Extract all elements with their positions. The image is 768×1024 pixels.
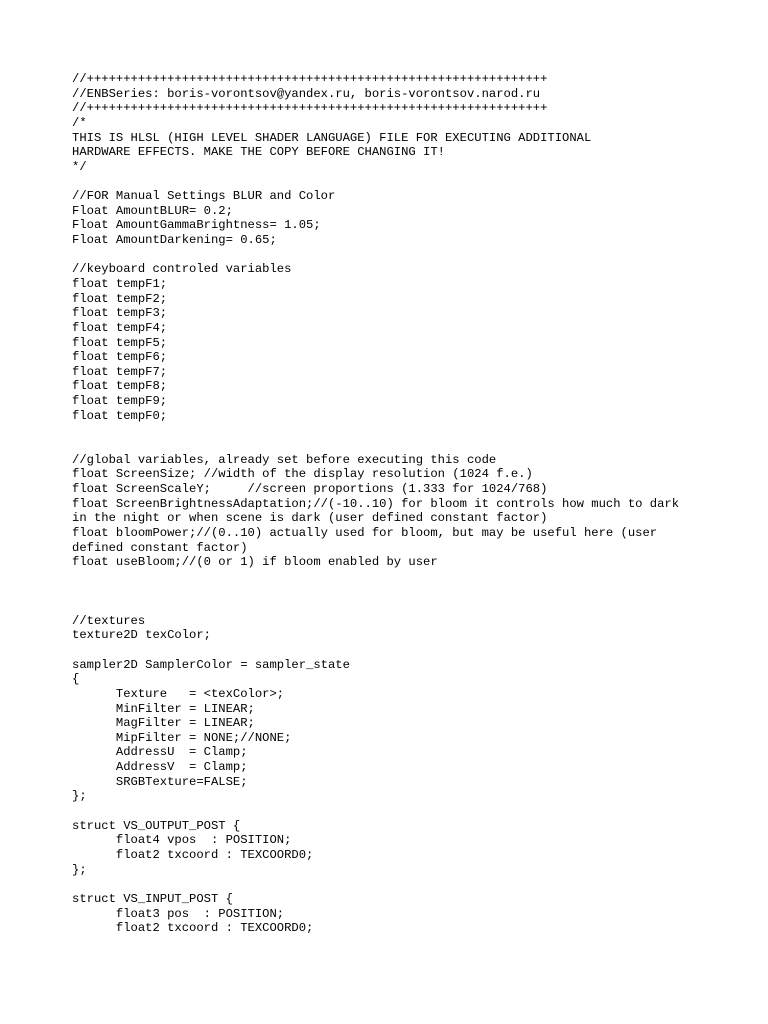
- code-line: float tempF4;: [72, 320, 168, 335]
- code-line: [72, 570, 732, 585]
- code-line: float tempF1;: [72, 276, 168, 291]
- code-line: [72, 599, 732, 614]
- code-line: float tempF3;: [72, 306, 168, 321]
- code-line: [72, 584, 732, 599]
- code-line: //keyboard controled variables: [72, 262, 292, 277]
- code-line: Float AmountGammaBrightness= 1.05;: [72, 218, 321, 233]
- code-line: float bloomPower;//(0..10) actually used for bloom, but may be useful here (user: [72, 525, 658, 540]
- code-line: //global variables, already set before executing this code: [72, 452, 497, 467]
- code-line: //FOR Manual Settings BLUR and Color: [72, 189, 336, 204]
- code-line: float tempF8;: [72, 379, 168, 394]
- code-line: MipFilter = NONE;//NONE;: [72, 730, 292, 745]
- code-line: float ScreenBrightnessAdaptation;//(-10..10) for bloom it controls how much to dark: [72, 496, 680, 511]
- code-line: float tempF9;: [72, 394, 168, 409]
- code-line: [72, 248, 732, 263]
- code-line: struct VS_INPUT_POST {: [72, 891, 233, 906]
- code-line: THIS IS HLSL (HIGH LEVEL SHADER LANGUAGE) FILE FOR EXECUTING ADDITIONAL: [72, 130, 592, 145]
- code-line: float2 txcoord : TEXCOORD0;: [72, 921, 314, 936]
- code-line: float tempF2;: [72, 291, 168, 306]
- code-line: AddressV = Clamp;: [72, 760, 248, 775]
- code-line: float tempF6;: [72, 350, 168, 365]
- code-line: Float AmountDarkening= 0.65;: [72, 233, 277, 248]
- code-line: //ENBSeries: boris-vorontsov@yandex.ru, boris-vorontsov.narod.ru: [72, 86, 541, 101]
- code-line: float tempF7;: [72, 364, 168, 379]
- code-line: float ScreenScaleY; //screen proportions (1.333 for 1024/768): [72, 481, 548, 496]
- code-line: float tempF0;: [72, 408, 168, 423]
- code-line: [72, 643, 732, 658]
- code-line: sampler2D SamplerColor = sampler_state: [72, 657, 350, 672]
- code-line: SRGBTexture=FALSE;: [72, 774, 248, 789]
- code-line: float4 vpos : POSITION;: [72, 833, 292, 848]
- code-line: */: [72, 159, 87, 174]
- code-line: MinFilter = LINEAR;: [72, 701, 255, 716]
- code-line: float tempF5;: [72, 335, 168, 350]
- code-line: float useBloom;//(0 or 1) if bloom enabled by user: [72, 555, 438, 570]
- code-line: texture2D texColor;: [72, 628, 211, 643]
- code-line: /*: [72, 115, 87, 130]
- code-line: Float AmountBLUR= 0.2;: [72, 203, 233, 218]
- code-line: AddressU = Clamp;: [72, 745, 248, 760]
- code-line: {: [72, 672, 80, 687]
- code-line: float2 txcoord : TEXCOORD0;: [72, 847, 314, 862]
- code-line: //+++++++++++++++++++++++++++++++++++++++++++++++++++++++++++++++: [72, 101, 548, 116]
- code-line: HARDWARE EFFECTS. MAKE THE COPY BEFORE CHANGING IT!: [72, 145, 445, 160]
- code-line: };: [72, 862, 87, 877]
- code-line: [72, 423, 732, 438]
- code-line: struct VS_OUTPUT_POST {: [72, 818, 241, 833]
- code-line: MagFilter = LINEAR;: [72, 716, 255, 731]
- code-line: [72, 804, 732, 819]
- code-line: in the night or when scene is dark (user defined constant factor): [72, 511, 548, 526]
- code-line: float3 pos : POSITION;: [72, 906, 285, 921]
- code-line: //textures: [72, 613, 146, 628]
- code-line: [72, 877, 732, 892]
- code-line: [72, 438, 732, 453]
- code-line: [72, 174, 732, 189]
- document-page: [72, 72, 732, 936]
- code-line: float ScreenSize; //width of the display resolution (1024 f.e.): [72, 467, 533, 482]
- code-line: Texture = <texColor>;: [72, 686, 285, 701]
- code-line: //+++++++++++++++++++++++++++++++++++++++++++++++++++++++++++++++: [72, 72, 548, 86]
- code-line: defined constant factor): [72, 540, 248, 555]
- code-line: };: [72, 789, 87, 804]
